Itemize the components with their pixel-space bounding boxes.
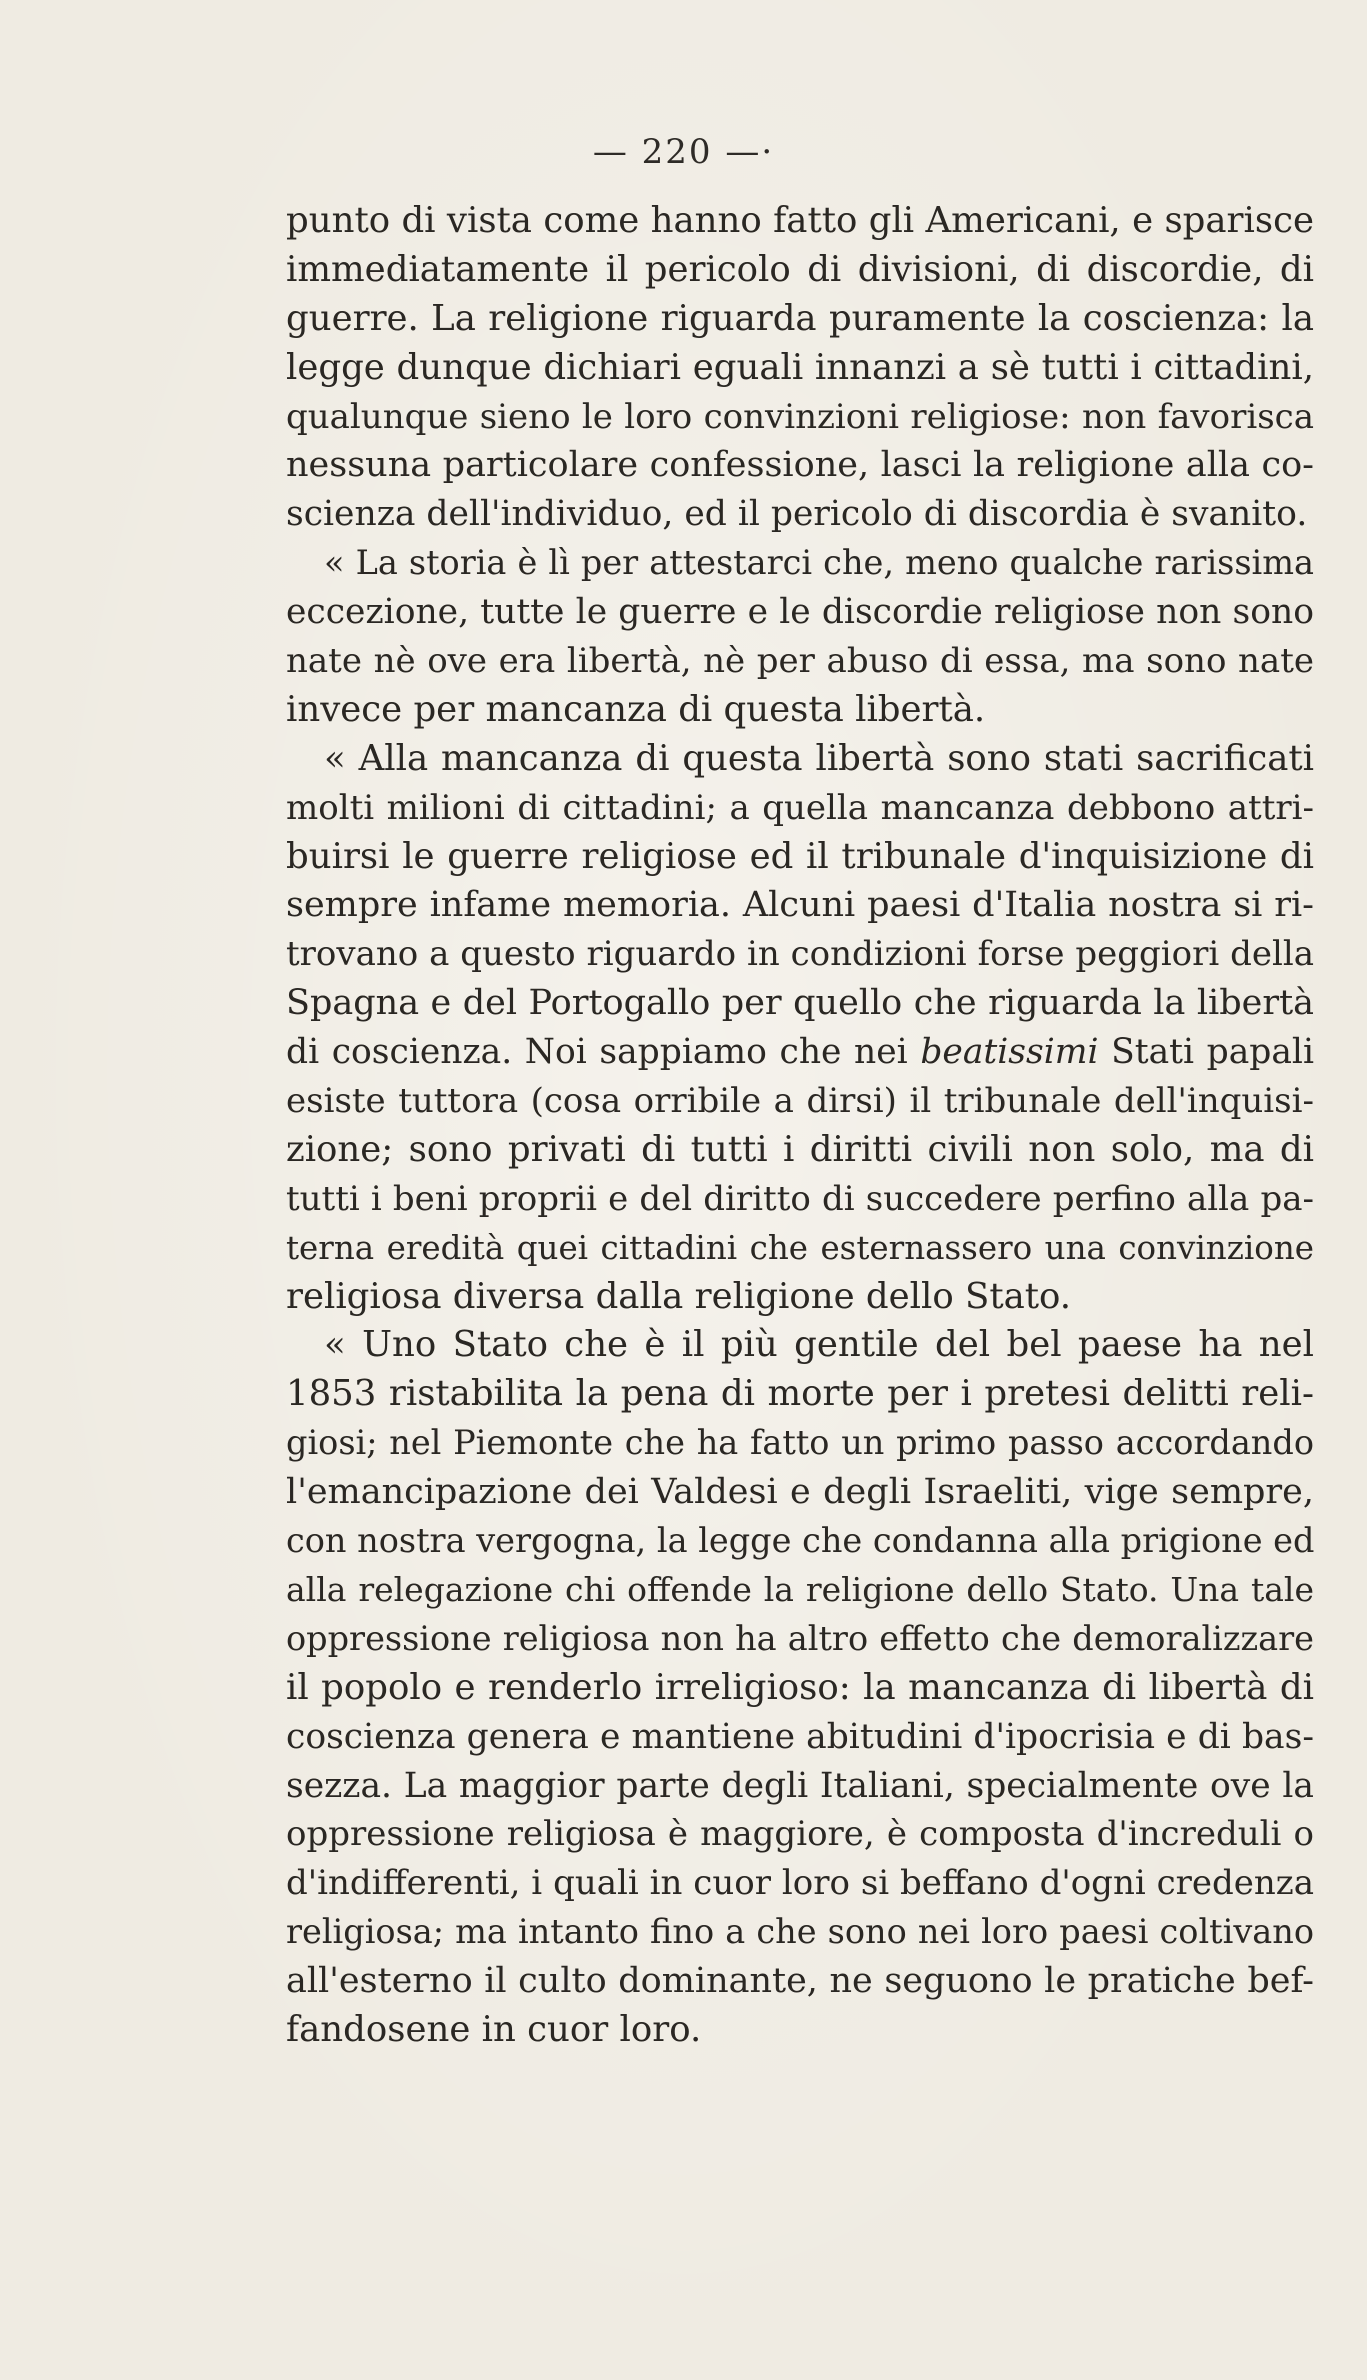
text-line: all'esterno il culto dominante, ne seguono le pratiche bef-	[286, 1961, 1314, 2002]
text-line: nate nè ove era libertà, nè per abuso di essa, ma sono nate	[286, 641, 1314, 682]
text-line: buirsi le guerre religiose ed il tribunale d'inquisizione di	[286, 835, 1314, 877]
text-line: guerre. La religione riguarda puramente la coscienza: la	[286, 297, 1314, 339]
text-line: esiste tuttora (cosa orribile a dirsi) il tribunale dell'inquisi-	[286, 1081, 1314, 1122]
text-line: molti milioni di cittadini; a quella mancanza debbono attri-	[286, 787, 1314, 828]
text-line: zione; sono privati di tutti i diritti civili non solo, ma di	[286, 1128, 1314, 1170]
text-line: fandosene in cuor loro.	[286, 2008, 702, 2050]
text-line: scienza dell'individuo, ed il pericolo di discordia è svanito.	[286, 494, 1308, 535]
text-line: tutti i beni proprii e del diritto di succedere perfino alla pa-	[286, 1178, 1314, 1219]
text-line: sezza. La maggior parte degli Italiani, specialmente ove la	[286, 1765, 1314, 1806]
text-line: alla relegazione chi offende la religione dello Stato. Una tale	[286, 1569, 1314, 1609]
body-text	[286, 197, 1314, 2055]
text-line: oppressione religiosa è maggiore, è composta d'increduli o	[286, 1814, 1314, 1855]
text-line: punto di vista come hanno fatto gli Americani, e sparisce	[286, 200, 1314, 241]
text-line: qualunque sieno le loro convinzioni religiose: non favorisca	[286, 396, 1314, 437]
text-line: l'emancipazione dei Valdesi e degli Israeliti, vige sempre,	[286, 1472, 1314, 1513]
text-line: trovano a questo riguardo in condizioni forse peggiori della	[286, 934, 1314, 975]
text-line: terna eredità quei cittadini che esternassero una convinzione	[286, 1228, 1314, 1267]
text-line: 1853 ristabilita la pena di morte per i pretesi delitti reli-	[286, 1373, 1314, 1415]
text-line: oppressione religiosa non ha altro effetto che demoralizzare	[286, 1618, 1314, 1658]
text-line: Spagna e del Portogallo per quello che riguarda la libertà	[286, 983, 1314, 1024]
text-line: d'indifferenti, i quali in cuor loro si beffano d'ogni credenza	[286, 1863, 1314, 1904]
text-line: di coscienza. Noi sappiamo che nei beatissimi Stati papali	[286, 1032, 1314, 1073]
italic-word: beatissimi	[920, 1032, 1099, 1073]
text-line: « Uno Stato che è il più gentile del bel paese ha nel	[324, 1324, 1314, 1366]
text-line: invece per mancanza di questa libertà.	[286, 688, 986, 730]
text-line: legge dunque dichiari eguali innanzi a sè tutti i cittadini,	[286, 346, 1314, 388]
text-line: « Alla mancanza di questa libertà sono stati sacrificati	[324, 737, 1314, 779]
text-line: giosi; nel Piemonte che ha fatto un primo passo accordando	[286, 1423, 1314, 1463]
page-number: — 220 —·	[592, 132, 775, 172]
text-line: coscienza genera e mantiene abitudini d'ipocrisia e di bas-	[286, 1716, 1314, 1757]
text-line: immediatamente il pericolo di divisioni, di discordie, di	[286, 248, 1314, 290]
text-line: con nostra vergogna, la legge che condanna alla prigione ed	[286, 1521, 1314, 1561]
text-line: il popolo e renderlo irreligioso: la mancanza di libertà di	[286, 1666, 1314, 1708]
text-line: « La storia è lì per attestarci che, meno qualche rarissima	[324, 543, 1314, 583]
text-line: religiosa diversa dalla religione dello Stato.	[286, 1275, 1072, 1317]
text-line: eccezione, tutte le guerre e le discordie religiose non sono	[286, 592, 1314, 633]
text-line: sempre infame memoria. Alcuni paesi d'Italia nostra si ri-	[286, 885, 1314, 926]
text-line: nessuna particolare confessione, lasci la religione alla co-	[286, 445, 1314, 486]
text-line: religiosa; ma intanto fino a che sono nei loro paesi coltivano	[286, 1912, 1314, 1952]
